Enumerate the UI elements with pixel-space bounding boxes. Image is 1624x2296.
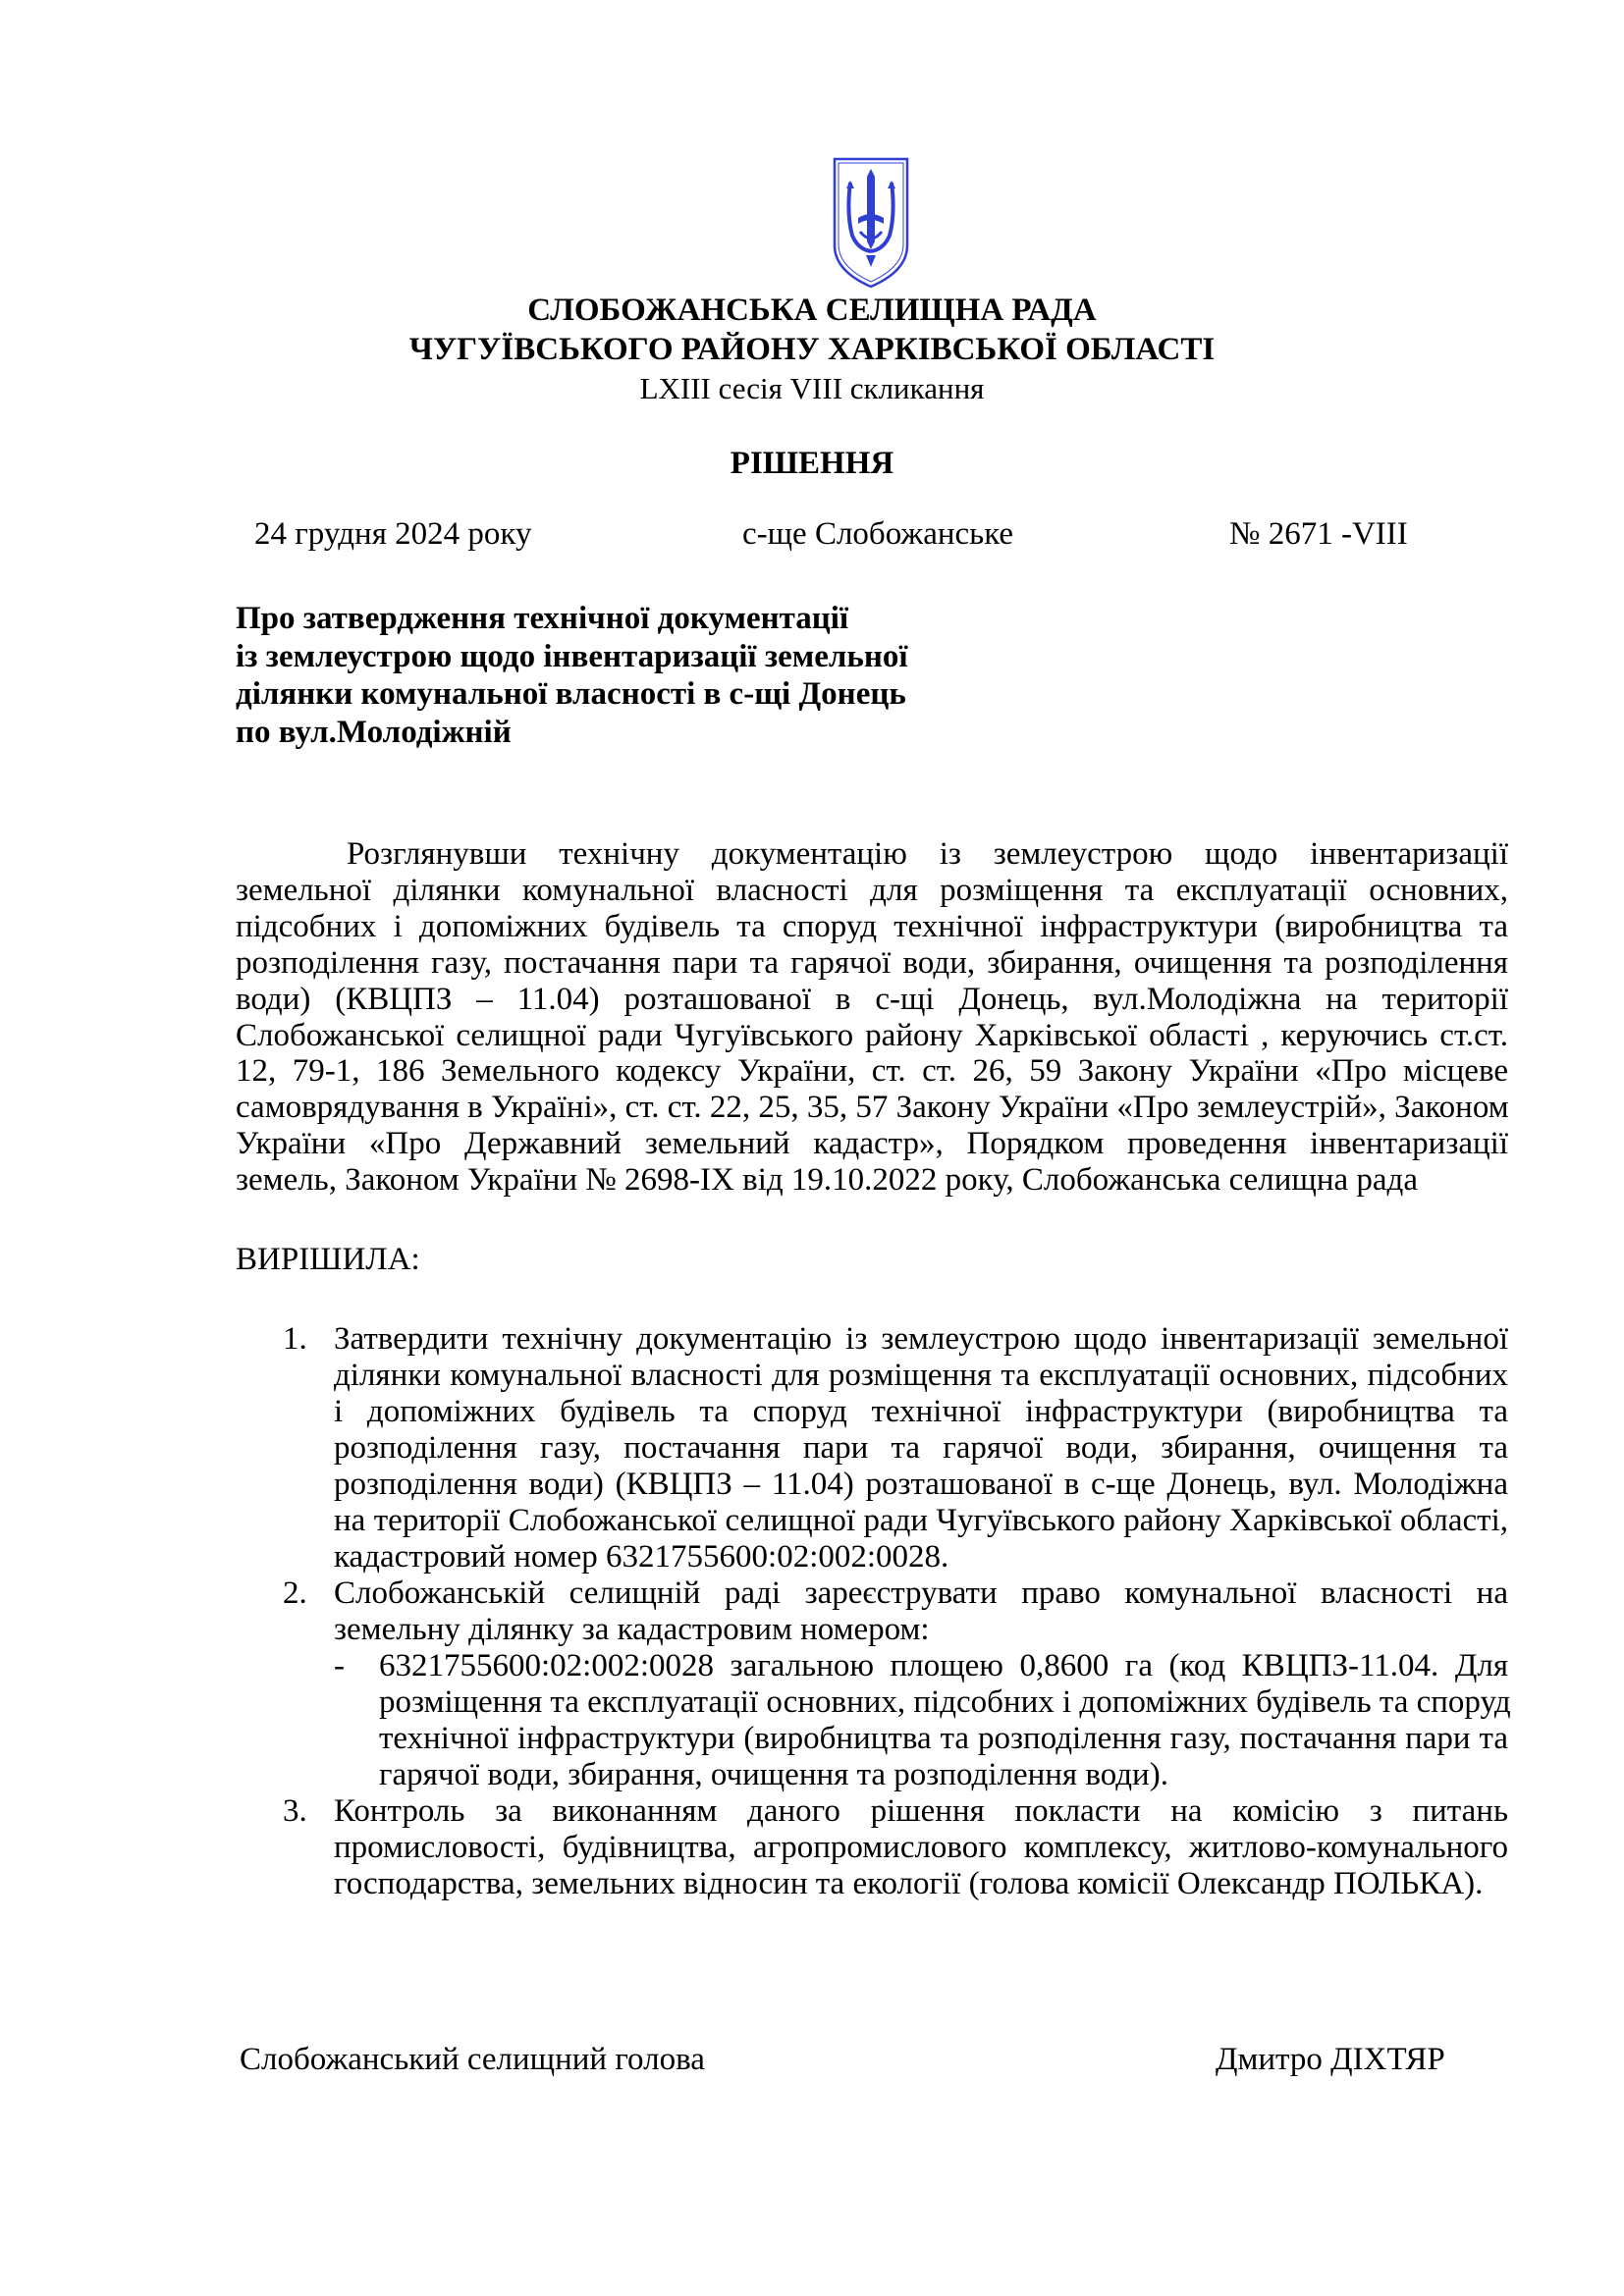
preamble-line: Розглянувши технічну документацію із землеустрою щодо інвентаризації <box>347 836 1508 872</box>
item-line: Слобожанській селищній раді зареєструвати право комунальної власності на <box>334 1575 1508 1611</box>
decision-item-1 <box>236 1321 1508 1575</box>
item-line: кадастровий номер 6321755600:02:002:0028. <box>334 1539 949 1575</box>
document-type: РІШЕННЯ <box>730 446 894 481</box>
sub-item-line: розміщення та експлуатації основних, підсобних і допоміжних будівель та споруд <box>379 1684 1511 1720</box>
preamble-line: води) (КВЦПЗ – 11.04) розташованої в с-щі Донець, вул.Молодіжна на території <box>236 981 1508 1017</box>
item-line: господарства, земельних відносин та екології (голова комісії Олександр ПОЛЬКА). <box>334 1866 1484 1901</box>
subject-line: по вул.Молодіжній <box>236 714 512 750</box>
decision-place: с-ще Слобожанське <box>742 516 1014 552</box>
coat-of-arms-icon <box>829 155 913 291</box>
decision-item-2 <box>236 1575 1511 1793</box>
item-number: 1. <box>283 1321 307 1357</box>
sub-item-dash: - <box>334 1648 345 1683</box>
item-line: на території Слобожанської селищної ради Чугуївського району Харківської області, <box>334 1503 1508 1538</box>
preamble-line: 12, 79-1, 186 Земельного кодексу України, ст. ст. 26, 59 Закону України «Про місцеве <box>236 1053 1508 1090</box>
council-name: СЛОБОЖАНСЬКА СЕЛИЩНА РАДА <box>527 293 1097 328</box>
preamble-line: розподілення газу, постачання пари та гарячої води, збирання, очищення та розподілення <box>236 944 1508 981</box>
preamble-paragraph <box>236 836 1508 1199</box>
council-region: ЧУГУЇВСЬКОГО РАЙОНУ ХАРКІВСЬКОЇ ОБЛАСТІ <box>408 332 1216 367</box>
subject-line: Про затвердження технічної документації <box>236 601 849 636</box>
preamble-line: підсобних і допоміжних будівель та споруд технічної інфраструктури (виробництва та <box>236 908 1508 944</box>
subject-line: ділянки комунальної власності в с-щі Донець <box>236 676 906 713</box>
item-line: Затвердити технічну документацію із землеустрою щодо інвентаризації земельної <box>334 1321 1508 1357</box>
decision-item-3 <box>236 1793 1508 1902</box>
sub-item-line: технічної інфраструктури (виробництва та розподілення газу, постачання пари та <box>379 1721 1508 1756</box>
preamble-line: земельної ділянки комунальної власності для розміщення та експлуатації основних, <box>236 872 1508 908</box>
item-line: і допоміжних будівель та споруд технічної інфраструктури (виробництва та <box>334 1394 1508 1429</box>
item-number: 3. <box>283 1793 307 1829</box>
decision-number: № 2671 -VIII <box>1229 516 1408 552</box>
signatory-title: Слобожанський селищний голова <box>240 2042 705 2077</box>
cadastral-sub-item <box>334 1648 1511 1793</box>
decision-date: 24 грудня 2024 року <box>254 516 532 552</box>
sub-item-line: 6321755600:02:002:0028 загальною площею 0,8600 га (код КВЦПЗ-11.04. Для <box>379 1648 1508 1683</box>
subject-line: із землеустрою щодо інвентаризації земельної <box>236 638 908 674</box>
preamble-line: Слобожанської селищної ради Чугуївського району Харківської області , керуючись ст.ст. <box>236 1017 1508 1053</box>
item-line: ділянки комунальної власності для розміщення та експлуатації основних, підсобних <box>334 1358 1508 1393</box>
preamble-line: самоврядування в Україні», ст. ст. 22, 25, 35, 57 Закону України «Про землеустрій», Законом <box>236 1090 1509 1126</box>
item-line: земельну ділянку за кадастровим номером: <box>334 1612 930 1647</box>
decision-subject <box>236 600 982 751</box>
decided-label: ВИРІШИЛА: <box>236 1242 420 1277</box>
preamble-line: земель, Законом України № 2698-IX від 19.10.2022 року, Слобожанська селищна рада <box>236 1162 1418 1199</box>
decision-items <box>236 1321 1511 1902</box>
item-line: Контроль за виконанням даного рішення покласти на комісію з питань <box>334 1793 1508 1829</box>
preamble-line: України «Про Державний земельний кадастр», Порядком проведення інвентаризації <box>236 1126 1508 1162</box>
signatory-name: Дмитро ДІХТЯР <box>1216 2042 1445 2077</box>
item-line: розподілення газу, постачання пари та гарячої води, збирання, очищення та <box>334 1430 1508 1466</box>
session-line: LXIII сесія VIII скликання <box>639 371 985 405</box>
item-number: 2. <box>283 1575 307 1611</box>
sub-item-line: гарячої води, збирання, очищення та розподілення води). <box>379 1757 1168 1792</box>
item-line: промисловості, будівництва, агропромислового комплексу, житлово-комунального <box>334 1830 1508 1865</box>
item-line: розподілення води) (КВЦПЗ – 11.04) розташованої в с-ще Донець, вул. Молодіжна <box>334 1467 1508 1502</box>
